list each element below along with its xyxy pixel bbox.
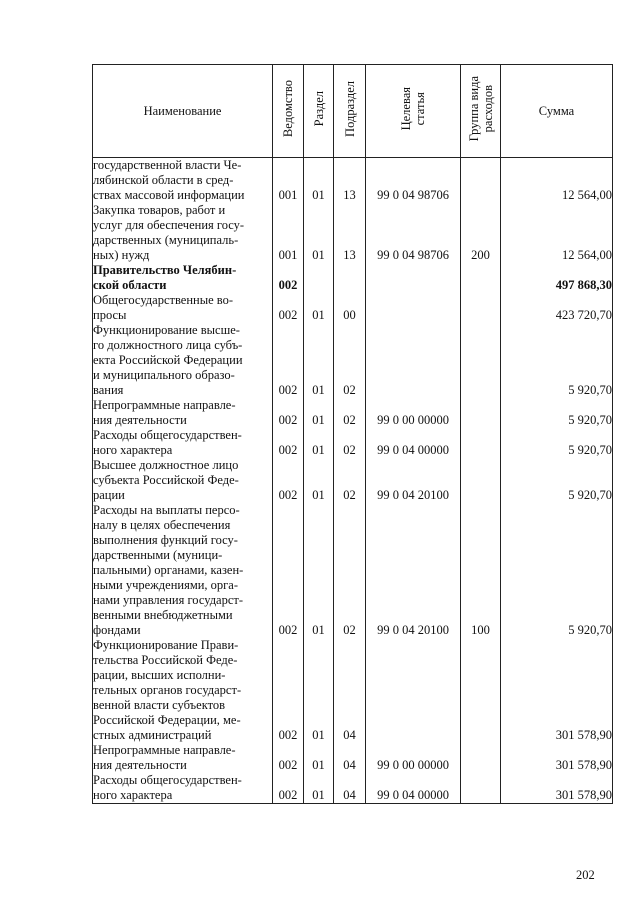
row-subsection: 02 bbox=[334, 323, 366, 398]
row-target: 99 0 00 00000 bbox=[366, 398, 461, 428]
row-name: Расходы общегосударствен- ного характера bbox=[93, 428, 273, 458]
row-sum: 5 920,70 bbox=[501, 503, 613, 638]
row-section bbox=[304, 263, 334, 293]
row-name: Правительство Челябин- ской области bbox=[93, 263, 273, 293]
row-exp-group bbox=[461, 428, 501, 458]
row-exp-group bbox=[461, 323, 501, 398]
row-dept: 002 bbox=[273, 323, 304, 398]
row-target: 99 0 04 98706 bbox=[366, 203, 461, 263]
table-row bbox=[93, 638, 613, 743]
header-dept: Ведомство bbox=[273, 65, 304, 158]
row-dept: 002 bbox=[273, 773, 304, 804]
row-name: Непрограммные направле- ния деятельности bbox=[93, 743, 273, 773]
table-row bbox=[93, 503, 613, 638]
table-row bbox=[93, 743, 613, 773]
row-sum: 301 578,90 bbox=[501, 773, 613, 804]
header-target: Целевая статья bbox=[366, 65, 461, 158]
table-row bbox=[93, 323, 613, 398]
row-sum: 12 564,00 bbox=[501, 158, 613, 204]
table-row bbox=[93, 458, 613, 503]
row-dept: 001 bbox=[273, 158, 304, 204]
row-target: 99 0 04 00000 bbox=[366, 428, 461, 458]
row-subsection: 04 bbox=[334, 773, 366, 804]
row-dept: 002 bbox=[273, 638, 304, 743]
row-dept: 002 bbox=[273, 263, 304, 293]
header-exp-group: Группа вида расходов bbox=[461, 65, 501, 158]
row-sum: 5 920,70 bbox=[501, 323, 613, 398]
row-subsection bbox=[334, 263, 366, 293]
row-subsection: 02 bbox=[334, 428, 366, 458]
row-section: 01 bbox=[304, 638, 334, 743]
row-dept: 002 bbox=[273, 503, 304, 638]
row-name: Расходы на выплаты персо- налу в целях обеспечения выполнения функций госу- дарственными (муници- пальными) органами, казен- ными учреждениями, орга- нами управления государст- венными внебюджетными фондами bbox=[93, 503, 273, 638]
row-sum: 12 564,00 bbox=[501, 203, 613, 263]
row-name: государственной власти Че- лябинской области в сред- ствах массовой информации bbox=[93, 158, 273, 204]
row-sum: 5 920,70 bbox=[501, 458, 613, 503]
row-exp-group bbox=[461, 638, 501, 743]
header-subsection: Подраздел bbox=[334, 65, 366, 158]
row-name: Расходы общегосударствен- ного характера bbox=[93, 773, 273, 804]
table-body bbox=[93, 158, 613, 804]
row-target: 99 0 04 20100 bbox=[366, 458, 461, 503]
row-subsection: 00 bbox=[334, 293, 366, 323]
table-row bbox=[93, 158, 613, 204]
row-sum: 423 720,70 bbox=[501, 293, 613, 323]
row-target: 99 0 00 00000 bbox=[366, 743, 461, 773]
row-dept: 002 bbox=[273, 743, 304, 773]
row-target: 99 0 04 20100 bbox=[366, 503, 461, 638]
row-subsection: 02 bbox=[334, 458, 366, 503]
row-section: 01 bbox=[304, 773, 334, 804]
header-sum: Сумма bbox=[501, 65, 613, 158]
row-dept: 002 bbox=[273, 428, 304, 458]
row-name: Закупка товаров, работ и услуг для обеспечения госу- дарственных (муниципаль- ных) нужд bbox=[93, 203, 273, 263]
table-header-row bbox=[93, 65, 613, 158]
row-sum: 497 868,30 bbox=[501, 263, 613, 293]
row-section: 01 bbox=[304, 503, 334, 638]
row-section: 01 bbox=[304, 293, 334, 323]
page-number: 202 bbox=[576, 868, 595, 882]
row-exp-group bbox=[461, 398, 501, 428]
header-name: Наименование bbox=[93, 65, 273, 158]
row-subsection: 13 bbox=[334, 203, 366, 263]
row-target: 99 0 04 98706 bbox=[366, 158, 461, 204]
row-sum: 5 920,70 bbox=[501, 428, 613, 458]
table-row bbox=[93, 428, 613, 458]
row-section: 01 bbox=[304, 323, 334, 398]
header-section: Раздел bbox=[304, 65, 334, 158]
row-exp-group: 200 bbox=[461, 203, 501, 263]
table-row bbox=[93, 398, 613, 428]
row-dept: 002 bbox=[273, 458, 304, 503]
row-exp-group bbox=[461, 458, 501, 503]
row-sum: 5 920,70 bbox=[501, 398, 613, 428]
row-section: 01 bbox=[304, 743, 334, 773]
table-row bbox=[93, 203, 613, 263]
row-subsection: 02 bbox=[334, 398, 366, 428]
table-row bbox=[93, 293, 613, 323]
row-sum: 301 578,90 bbox=[501, 743, 613, 773]
row-dept: 002 bbox=[273, 398, 304, 428]
row-section: 01 bbox=[304, 158, 334, 204]
row-name: Высшее должностное лицо субъекта Российской Феде- рации bbox=[93, 458, 273, 503]
row-section: 01 bbox=[304, 398, 334, 428]
row-name: Функционирование высше- го должностного лица субъ- екта Российской Федерации и муниципального образо- вания bbox=[93, 323, 273, 398]
row-subsection: 13 bbox=[334, 158, 366, 204]
row-subsection: 02 bbox=[334, 503, 366, 638]
row-name: Функционирование Прави- тельства Российской Феде- рации, высших исполни- тельных органов государст- венной власти субъектов Российской Федерации, ме- стных администраций bbox=[93, 638, 273, 743]
row-section: 01 bbox=[304, 428, 334, 458]
row-exp-group bbox=[461, 293, 501, 323]
row-section: 01 bbox=[304, 203, 334, 263]
row-exp-group bbox=[461, 773, 501, 804]
row-exp-group bbox=[461, 263, 501, 293]
row-dept: 001 bbox=[273, 203, 304, 263]
row-target bbox=[366, 293, 461, 323]
row-section: 01 bbox=[304, 458, 334, 503]
row-name: Общегосударственные во- просы bbox=[93, 293, 273, 323]
row-sum: 301 578,90 bbox=[501, 638, 613, 743]
row-target bbox=[366, 638, 461, 743]
row-target bbox=[366, 323, 461, 398]
table-row bbox=[93, 773, 613, 804]
row-exp-group bbox=[461, 158, 501, 204]
row-dept: 002 bbox=[273, 293, 304, 323]
budget-table bbox=[92, 64, 613, 804]
row-name: Непрограммные направле- ния деятельности bbox=[93, 398, 273, 428]
row-subsection: 04 bbox=[334, 743, 366, 773]
table-row bbox=[93, 263, 613, 293]
row-target bbox=[366, 263, 461, 293]
row-subsection: 04 bbox=[334, 638, 366, 743]
row-target: 99 0 04 00000 bbox=[366, 773, 461, 804]
row-exp-group: 100 bbox=[461, 503, 501, 638]
row-exp-group bbox=[461, 743, 501, 773]
